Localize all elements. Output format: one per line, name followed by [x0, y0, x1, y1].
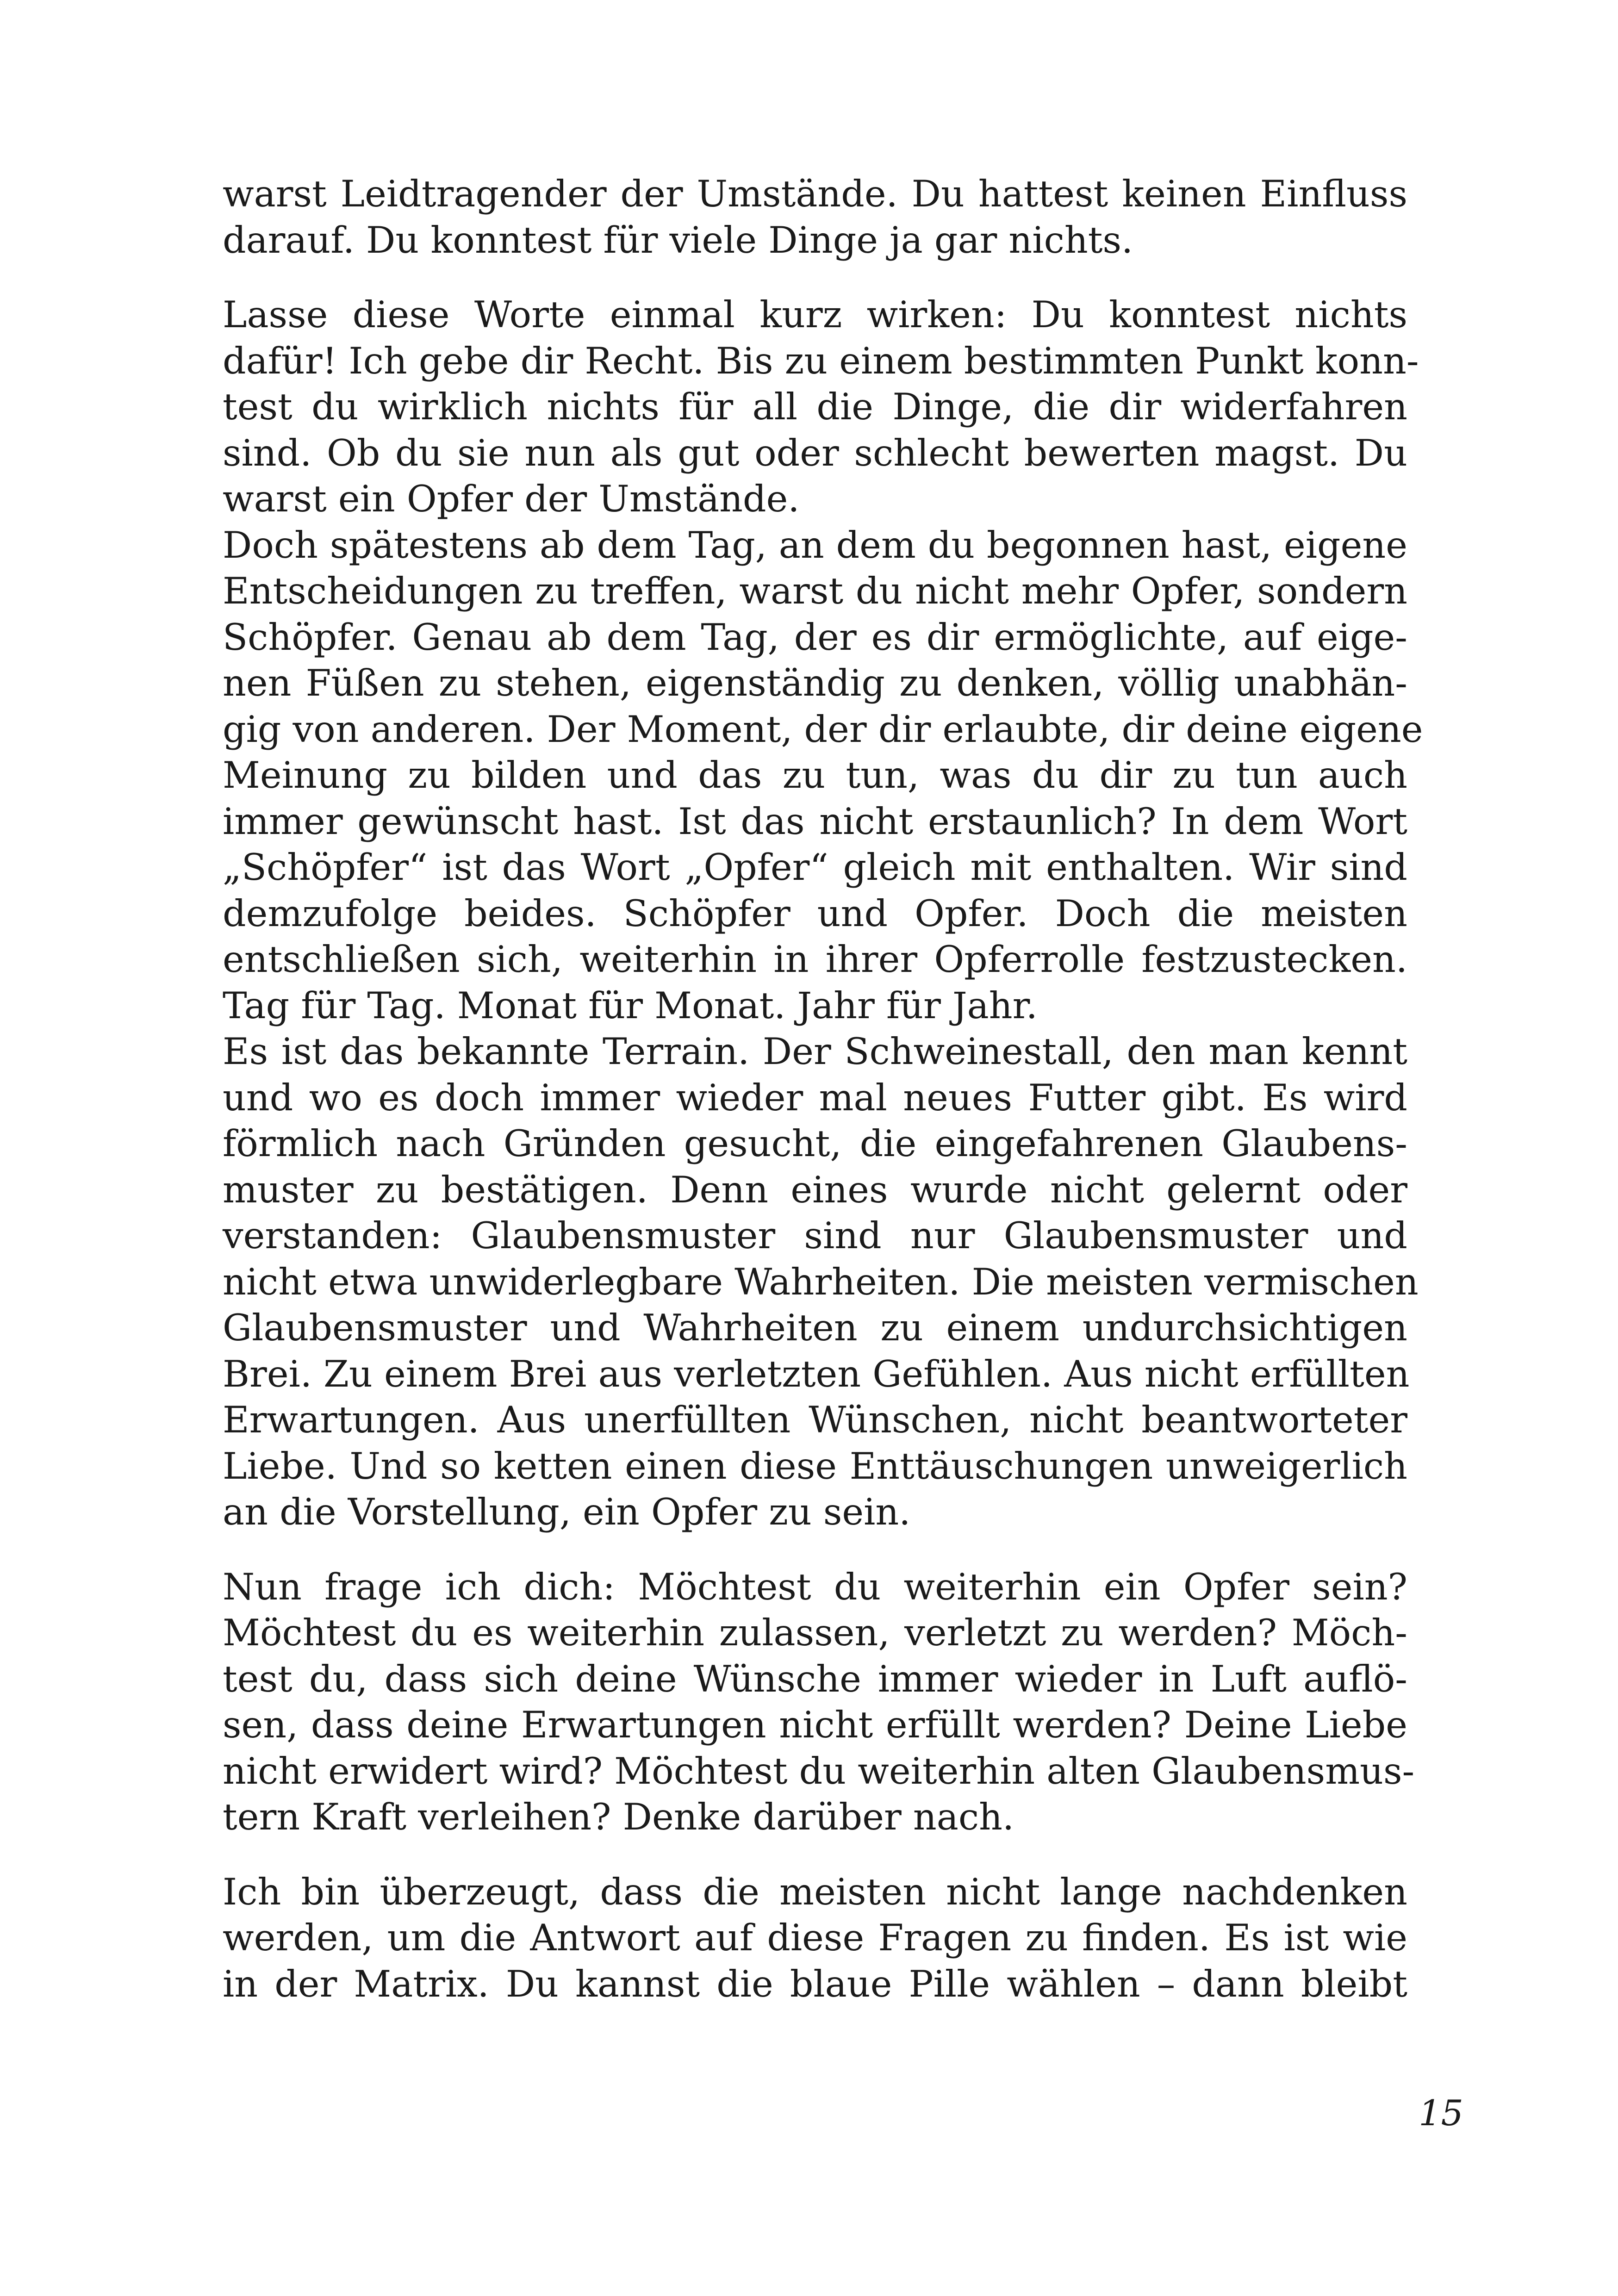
text-line: entschließen sich, weiterhin in ihrer Opferrolle festzustecken.: [223, 938, 1407, 981]
text-line: und wo es doch immer wieder mal neues Futter gibt. Es wird: [223, 1076, 1407, 1119]
paragraph: [223, 292, 1423, 1536]
text-line: sind. Ob du sie nun als gut oder schlecht bewerten magst. Du: [223, 431, 1407, 474]
text-line: darauf. Du konntest für viele Dinge ja gar nichts.: [223, 218, 1133, 261]
text-line: Liebe. Und so ketten einen diese Enttäuschungen unweigerlich: [223, 1444, 1407, 1487]
text-line: tern Kraft verleihen? Denke darüber nach.: [223, 1796, 1014, 1838]
text-line: immer gewünscht hast. Ist das nicht erstaunlich? In dem Wort: [223, 800, 1407, 843]
text-line: test du wirklich nichts für all die Dinge, die dir widerfahren: [223, 386, 1407, 428]
text-line: Nun frage ich dich: Möchtest du weiterhin ein Opfer sein?: [223, 1565, 1407, 1608]
text-line: in der Matrix. Du kannst die blaue Pille wählen – dann bleibt: [223, 1962, 1407, 2005]
text-line: nicht erwidert wird? Möchtest du weiterhin alten Glaubensmus-: [223, 1749, 1415, 1792]
text-line: Schöpfer. Genau ab dem Tag, der es dir ermöglichte, auf eige-: [223, 616, 1407, 659]
text-line: Glaubensmuster und Wahrheiten zu einem undurchsichtigen: [223, 1307, 1407, 1349]
text-line: Brei. Zu einem Brei aus verletzten Gefühlen. Aus nicht erfüllten: [223, 1352, 1410, 1395]
text-line: muster zu bestätigen. Denn eines wurde nicht gelernt oder: [223, 1168, 1407, 1211]
paragraph-gap: [223, 1841, 1407, 1869]
text-line: Lasse diese Worte einmal kurz wirken: Du konntest nichts: [223, 293, 1407, 336]
text-line: Es ist das bekannte Terrain. Der Schweinestall, den man kennt: [223, 1030, 1407, 1073]
text-line: Meinung zu bilden und das zu tun, was du dir zu tun auch: [223, 754, 1407, 796]
text-line: nen Füßen zu stehen, eigenständig zu denken, völlig unabhän-: [223, 662, 1407, 704]
text-line: warst ein Opfer der Umstände.: [223, 478, 800, 520]
text-line: Erwartungen. Aus unerfüllten Wünschen, nicht beantworteter: [223, 1399, 1407, 1441]
text-line: dafür! Ich gebe dir Recht. Bis zu einem bestimmten Punkt konn-: [223, 339, 1419, 382]
text-line: nicht etwa unwiderlegbare Wahrheiten. Die meisten vermischen: [223, 1260, 1419, 1303]
text-line: Doch spätestens ab dem Tag, an dem du begonnen hast, eigene: [223, 523, 1407, 566]
text-line: Tag für Tag. Monat für Monat. Jahr für Jahr.: [223, 984, 1038, 1027]
body-text: [223, 171, 1423, 2007]
text-line: werden, um die Antwort auf diese Fragen zu finden. Es ist wie: [223, 1916, 1407, 1959]
text-line: gig von anderen. Der Moment, der dir erlaubte, dir deine eigene: [223, 708, 1423, 751]
text-line: warst Leidtragender der Umstände. Du hattest keinen Einfluss: [223, 173, 1407, 215]
text-line: demzufolge beides. Schöpfer und Opfer. Doch die meisten: [223, 892, 1407, 935]
paragraph: [223, 1564, 1415, 1841]
text-line: förmlich nach Gründen gesucht, die eingefahrenen Glaubens-: [223, 1122, 1407, 1165]
text-line: Ich bin überzeugt, dass die meisten nicht lange nachdenken: [223, 1870, 1407, 1913]
page-number: 15: [1419, 2092, 1463, 2134]
text-line: verstanden: Glaubensmuster sind nur Glaubensmuster und: [223, 1214, 1407, 1257]
text-line: Möchtest du es weiterhin zulassen, verletzt zu werden? Möch-: [223, 1612, 1407, 1654]
text-line: test du, dass sich deine Wünsche immer wieder in Luft auflö-: [223, 1657, 1407, 1700]
text-line: Entscheidungen zu treffen, warst du nicht mehr Opfer, sondern: [223, 570, 1407, 612]
text-line: sen, dass deine Erwartungen nicht erfüllt werden? Deine Liebe: [223, 1704, 1407, 1746]
paragraph: [223, 171, 1407, 263]
paragraph-gap: [223, 263, 1407, 292]
text-line: „Schöpfer“ ist das Wort „Opfer“ gleich mit enthalten. Wir sind: [223, 846, 1407, 889]
paragraph: [223, 1869, 1407, 2008]
paragraph-gap: [223, 1536, 1407, 1564]
text-line: an die Vorstellung, ein Opfer zu sein.: [223, 1491, 911, 1533]
